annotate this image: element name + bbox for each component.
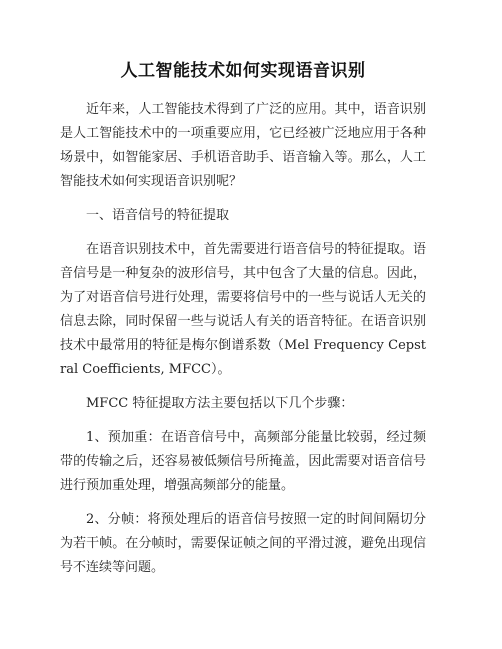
document-page (60, 56, 426, 590)
step-pre-emphasis-paragraph: 1、预加重：在语音信号中，高频部分能量比较弱，经过频带的传输之后，还容易被低频信号所掩盖，因此需要对语音信号进行预加重处理，增强高频部分的能量。 (60, 430, 426, 493)
intro-paragraph: 近年来，人工智能技术得到了广泛的应用。其中，语音识别是人工智能技术中的一项重要应用，它已经被广泛地应用于各种场景中，如智能家居、手机语音助手、语音输入等。那么，人工智能技术如何实现语音识别呢？ (60, 102, 426, 189)
section-heading-feature-extraction: 一、语音信号的特征提取 (86, 208, 230, 223)
feature-extraction-paragraph: 在语音识别技术中，首先需要进行语音信号的特征提取。语音信号是一种复杂的波形信号，其中包含了大量的信息。因此，为了对语音信号进行处理，需要将信号中的一些与说话人无关的信息去除，同时保留一些与说话人有关的语音特征。在语音识别技术中最常用的特征是梅尔倒谱系数（Mel Frequency Cepstral Coefficients, MFCC）。 (60, 242, 426, 377)
mfcc-steps-intro-paragraph: MFCC 特征提取方法主要包括以下几个步骤： (86, 396, 354, 411)
document-title: 人工智能技术如何实现语音识别 (120, 61, 366, 81)
step-framing-paragraph: 2、分帧：将预处理后的语音信号按照一定的时间间隔切分为若干帧。在分帧时，需要保证帧之间的平滑过渡，避免出现信号不连续等问题。 (60, 512, 426, 575)
